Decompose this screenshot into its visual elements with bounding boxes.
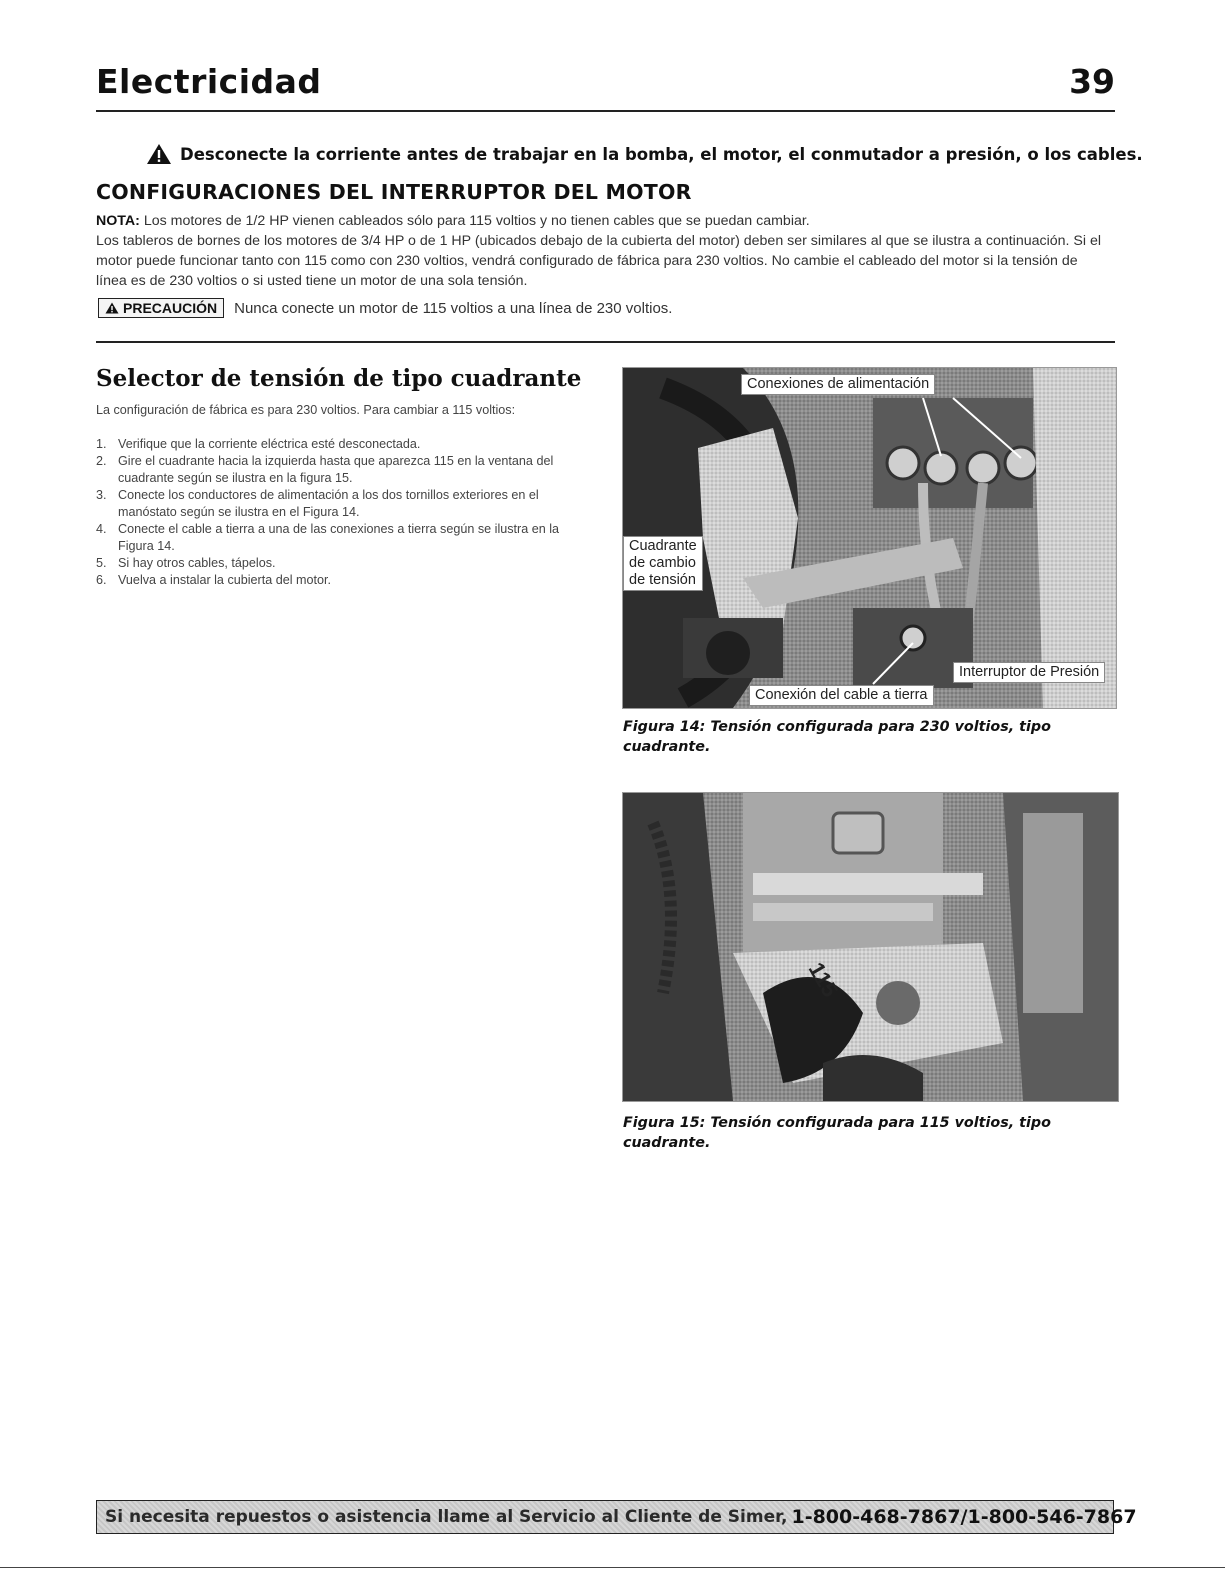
- page-number: 39: [1069, 62, 1115, 101]
- warning-triangle-icon: [146, 143, 172, 165]
- figure-15-photo: [622, 792, 1119, 1102]
- selector-intro: La configuración de fábrica es para 230 voltios. Para cambiar a 115 voltios:: [96, 403, 516, 417]
- support-footer: [96, 1500, 1137, 1534]
- callout-ground-connection: Conexión del cable a tierra: [749, 685, 934, 706]
- dial-value-label: 115: [803, 958, 844, 1002]
- step-item: 5. Si hay otros cables, tápelos.: [96, 556, 276, 570]
- callout-pressure-switch: Interruptor de Presión: [953, 662, 1105, 683]
- caution-badge: [98, 298, 224, 318]
- steps-list: [96, 436, 578, 589]
- step-item: 3. Conecte los conductores de alimentación a los dos tornillos exteriores en el manóstato según se ilustra en el Figura 14.: [96, 488, 539, 519]
- caution-label: PRECAUCIÓN: [123, 300, 218, 316]
- callout-power-connections: Conexiones de alimentación: [741, 374, 935, 395]
- section-heading: CONFIGURACIONES DEL INTERRUPTOR DEL MOTOR: [96, 180, 692, 204]
- step-item: 4. Conecte el cable a tierra a una de las conexiones a tierra según se ilustra en la Figura 14.: [96, 522, 560, 553]
- safety-warning: [146, 143, 1143, 165]
- callout-voltage-dial: Cuadrante de cambio de tensión: [623, 536, 703, 591]
- note-paragraph: [96, 211, 1106, 231]
- warning-text: Desconecte la corriente antes de trabajar en la bomba, el motor, el conmutador a presión, o los cables.: [180, 144, 1143, 164]
- page-title: Electricidad: [96, 62, 322, 101]
- figure-14-caption: Figura 14: Tensión configurada para 230 voltios, tipo cuadrante.: [623, 719, 1051, 755]
- page-bottom-rule: [0, 1567, 1225, 1568]
- caution-text: Nunca conecte un motor de 115 voltios a una línea de 230 voltios.: [234, 299, 673, 317]
- section-intro: [96, 211, 1106, 291]
- voltage-dial-image: [623, 793, 1118, 1101]
- step-item: 6. Vuelva a instalar la cubierta del motor.: [96, 573, 332, 587]
- step-item: 1. Verifique que la corriente eléctrica esté desconectada.: [96, 437, 421, 451]
- section-divider: [96, 341, 1115, 343]
- selector-heading: Selector de tensión de tipo cuadrante: [96, 365, 582, 392]
- support-phone: 1-800-468-7867/1-800-546-7867: [791, 1506, 1137, 1528]
- step-item: 2. Gire el cuadrante hacia la izquierda hasta que aparezca 115 en la ventana del cuadrante según se ilustra en la figura 15.: [96, 454, 554, 485]
- footer-text: Si necesita repuestos o asistencia llame al Servicio al Cliente de Simer,: [105, 1507, 788, 1527]
- note-text: Los motores de 1/2 HP vienen cableados sólo para 115 voltios y no tienen cables que se puedan cambiar.: [139, 213, 810, 229]
- figure-15-caption: Figura 15: Tensión configurada para 115 voltios, tipo cuadrante.: [623, 1115, 1051, 1151]
- header-divider: [96, 110, 1115, 112]
- caution-notice: [98, 298, 672, 318]
- caution-triangle-icon: [105, 302, 119, 314]
- figure-14-photo: [622, 367, 1117, 709]
- wiring-paragraph: Los tableros de bornes de los motores de 3/4 HP o de 1 HP (ubicados debajo de la cubierta del motor) deben ser similares al que se ilustra a continuación. Si el motor puede funcionar tanto con 115 como con 230 voltios, vendrá configurado de fábrica para 230 voltios. No cambie el cableado del motor si la tensión de línea es de 230 voltios o si usted tiene un motor de una sola tensión.: [96, 233, 1102, 289]
- note-label: NOTA:: [96, 213, 140, 229]
